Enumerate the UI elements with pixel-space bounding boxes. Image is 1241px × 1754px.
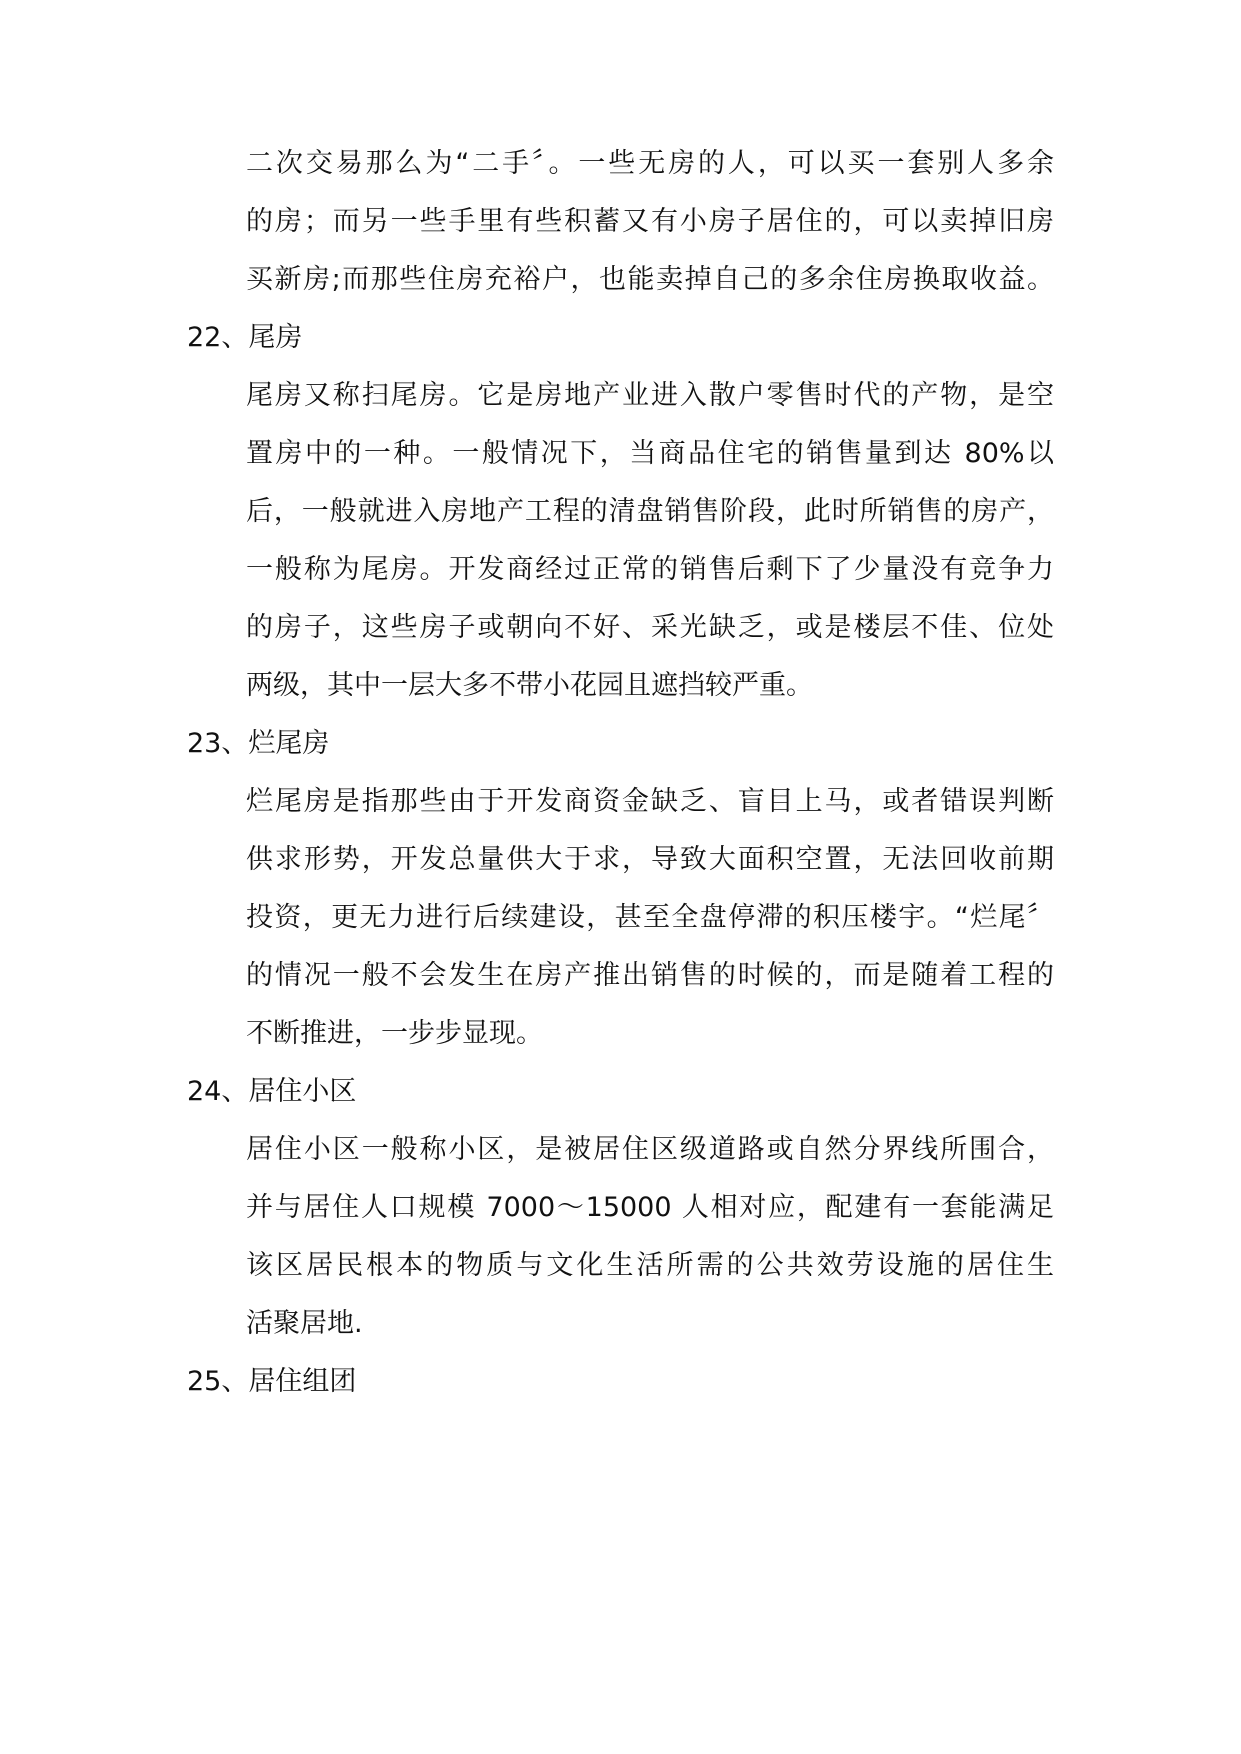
paragraph-line: 烂尾房是指那些由于开发商资金缺乏、盲目上马，或者错误判断 (246, 786, 1054, 817)
paragraph-line: 居住小区一般称小区，是被居住区级道路或自然分界线所围合， (246, 1134, 1054, 1165)
paragraph-line: 投资，更无力进行后续建设，甚至全盘停滞的积压楼宇。“烂尾〞 (246, 902, 1054, 933)
paragraph-line: 二次交易那么为“二手〞。一些无房的人，可以买一套别人多余 (246, 148, 1054, 179)
paragraph-line: 的情况一般不会发生在房产推出销售的时候的，而是随着工程的 (246, 960, 1054, 991)
paragraph-line: 两级，其中一层大多不带小花园且遮挡较严重。 (246, 670, 813, 701)
paragraph-line: 后，一般就进入房地产工程的清盘销售阶段，此时所销售的房产， (246, 496, 1054, 527)
section-heading-24: 24、居住小区 (187, 1076, 357, 1107)
paragraph-line: 供求形势，开发总量供大于求，导致大面积空置，无法回收前期 (246, 844, 1054, 875)
paragraph-line: 买新房;而那些住房充裕户，也能卖掉自己的多余住房换取收益。 (246, 264, 1054, 295)
paragraph-line: 不断推进，一步步显现。 (246, 1018, 543, 1049)
section-heading-22: 22、尾房 (187, 322, 303, 353)
section-heading-25: 25、居住组团 (187, 1366, 357, 1397)
paragraph-line: 的房子，这些房子或朝向不好、采光缺乏，或是楼层不佳、位处 (246, 612, 1054, 643)
paragraph-line: 并与居住人口规模 7000～15000 人相对应，配建有一套能满足 (246, 1192, 1054, 1223)
paragraph-line: 的房；而另一些手里有些积蓄又有小房子居住的，可以卖掉旧房 (246, 206, 1054, 237)
paragraph-line: 尾房又称扫尾房。它是房地产业进入散户零售时代的产物，是空 (246, 380, 1054, 411)
paragraph-line: 该区居民根本的物质与文化生活所需的公共效劳设施的居住生 (246, 1250, 1054, 1281)
paragraph-line: 一般称为尾房。开发商经过正常的销售后剩下了少量没有竞争力 (246, 554, 1054, 585)
paragraph-line: 活聚居地. (246, 1308, 363, 1339)
section-heading-23: 23、烂尾房 (187, 728, 330, 759)
paragraph-line: 置房中的一种。一般情况下，当商品住宅的销售量到达 80%以 (246, 438, 1054, 469)
